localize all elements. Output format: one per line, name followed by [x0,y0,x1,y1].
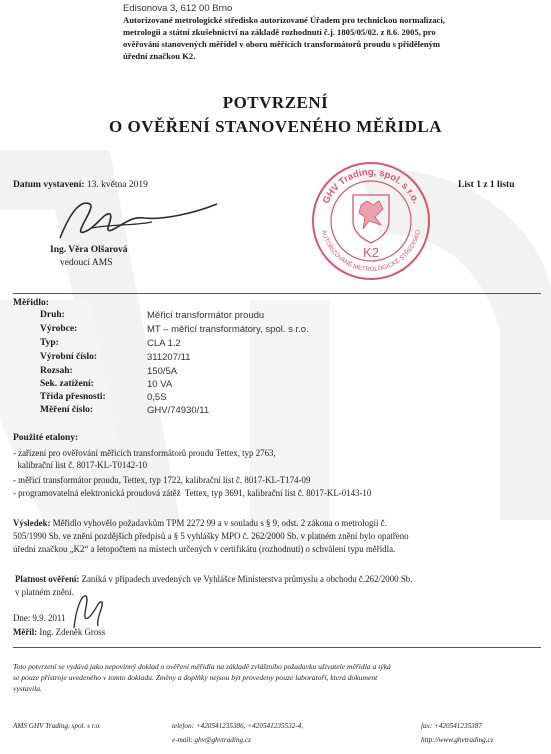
field-value-vyrobni-cislo: 311207/11 [147,352,191,363]
meridlo-section-label: Měřidlo: [13,298,49,308]
footer-phone: telefon: +420541235386, +420541235532-4, [172,722,304,730]
field-value-vyrobce: MT – měřicí transformátory, spol. s r.o. [147,324,309,335]
measured-by-name: Ing. Zdeněk Gross [37,627,106,637]
measured-by-label: Měřil: [13,627,38,637]
header-address: Edisonova 3, 612 00 Brno [123,3,233,14]
header-authorization-line-4: úřední značkou K2. [123,51,196,61]
field-value-trida-presnosti: 0,5S [147,392,167,403]
issue-date-label: Datum vystavení: [13,180,85,190]
note-line-3: vystavila. [13,684,42,693]
platnost-line-2: v platném znění. [15,587,74,597]
note-line-2: se pouze přístroje uvedeného v tomto dokladu. Změny a doplňky nejsou být provedeny pouze laboratoří, která dokument [13,673,378,682]
header-authorization-line-2: metrologii a státní zkušebnictví na základě rozhodnutí č.j. 1805/05/02. z 8.6. 2005, pro [123,27,436,37]
etalony-line-4: - programovatelná elektronická proudová zátěž Tettex, typ 3691, kalibrační list č. 8017-KL-0143-10 [13,488,372,498]
divider [13,647,541,648]
etalony-line-3: - měřicí transformátor proudu, Tettex, typ 1722, kalibrační list č. 8017-KL-T174-09 [13,475,311,485]
measurement-date: Dne: 9.9. 2011 [13,613,66,623]
svg-text:GHV Trading, spol. s r.o. [321,167,421,206]
signer-name: Ing. Věra Olšarová [50,245,128,255]
measurer-signature [68,588,108,634]
issue-date-value: 13. května 2019 [86,180,148,190]
footer-fax: fax: +420541235387 [421,722,482,730]
document-subtitle: O OVĚŘENÍ STANOVENÉHO MĚŘIDLA [109,117,442,136]
issue-date [13,180,148,190]
stamp-outer-text: GHV Trading, spol. s r.o. [320,166,422,206]
field-label-druh: Druh: [40,310,65,320]
etalony-title: Použité etalony: [13,433,79,443]
field-label-vyrobni-cislo: Výrobní číslo: [40,352,98,362]
header-authorization-line-1: Autorizované metrologické středisko autorizované Úřadem pro technickou normalizaci, [123,15,445,25]
vysledek-label: Výsledek: [13,518,51,528]
note-line-1: Toto potvrzení se vydává jako nepovinný doklad o ověření měřidla na základě zvláštního požadavku uživatele měřidla a týká [13,662,391,671]
field-label-trida-presnosti: Třída přesnosti: [40,392,106,402]
stamp-mark: K2 [363,245,379,260]
official-stamp [309,159,433,283]
divider [13,293,541,294]
platnost-line-1 [15,573,412,585]
platnost-text-1: Zaniká v případech uvedených ve Vyhlášce Ministerstva průmyslu a obchodu č.262/2000 Sb. [79,574,413,584]
field-label-typ: Typ: [40,338,59,348]
field-label-vyrobce: Výrobce: [40,324,78,334]
vysledek-line-2: 505/1990 Sb. ve znění pozdějších předpisů a § 5 vyhlášky MPO č. 262/2000 Sb. v platném znění bylo opatřeno [13,531,409,541]
header-authorization-line-3: ověřování stanovených měřidel v oboru měřících transformátorů proudu s přiděleným [123,39,441,49]
field-value-mereni-cislo: GHV/74930/11 [147,405,210,416]
footer-web[interactable]: http://www.ghvtrading.cz [421,736,494,744]
field-value-typ: CLA 1.2 [147,338,181,349]
vysledek-text-1: Měřidlo vyhovělo požadavkům TPM 2272 99 a v souladu s § 9, odst. 2 zákona o metrologii č. [50,518,387,528]
field-label-mereni-cislo: Měření číslo: [40,405,94,415]
document-title: POTVRZENÍ [222,93,329,112]
signer-role: vedoucí AMS [60,258,113,268]
etalony-line-2: kalibrační list č. 8017-KL-T0142-10 [13,460,148,470]
vysledek-line-1 [13,517,387,529]
etalony-line-1: - zařízení pro ověřování měřicích transformátorů proudu Tettex, typ 2763, [13,448,276,458]
field-value-sek-zatizeni: 10 VA [147,379,173,390]
footer-email[interactable]: e-mail: ghv@ghvtrading.cz [172,736,251,744]
field-value-druh: Měřicí transformátor proudu [147,310,265,321]
field-label-rozsah: Rozsah: [40,366,73,376]
field-label-sek-zatizeni: Sek. zatížení: [40,379,94,389]
sheet-count: List 1 z 1 listu [458,180,515,190]
handwritten-signature [52,198,222,248]
field-value-rozsah: 150/5A [147,366,178,377]
stamp-inner-text: AUTORIZOVANÉ METROLOGICKÉ STŘEDISKO [319,229,423,274]
vysledek-line-3: úřední značkou „K2“ a letopočtem na místech určených v certifikátu (rozhodnutí) o schválení typu měřidla. [13,544,396,554]
footer-company: AMS GHV Trading, spol. s r.o. [13,722,101,730]
platnost-label: Platnost ověření: [15,574,80,584]
